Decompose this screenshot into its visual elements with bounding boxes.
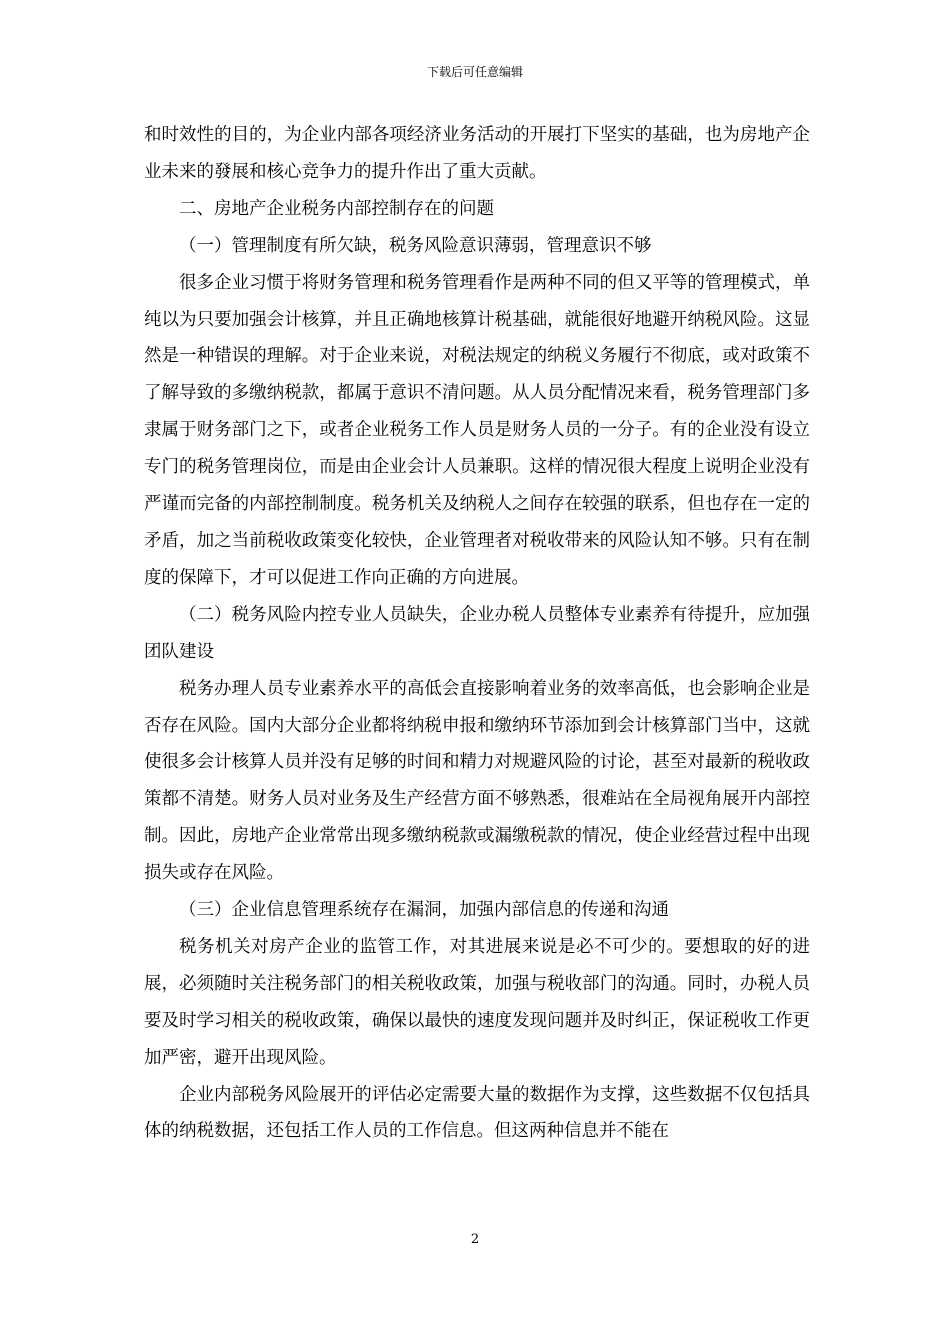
paragraph-continuation: 和时效性的目的，为企业内部各项经济业务活动的开展打下坚实的基础，也为房地产企业未来的發展和核心竞争力的提升作出了重大贡献。 — [144, 125, 810, 182]
page-header: 下载后可任意编辑 — [426, 65, 523, 79]
document-body — [144, 117, 810, 1150]
section-heading: 二、房地产企业税务内部控制存在的问题 — [179, 198, 494, 219]
subsection-heading-3: （三）企业信息管理系统存在漏洞，加强内部信息的传递和沟通 — [179, 900, 669, 921]
subsection-heading-2: （二）税务风险内控专业人员缺失，企业办税人员整体专业素养有待提升，应加强团队建设 — [144, 604, 810, 662]
paragraph: 税务机关对房产企业的监管工作，对其进展来说是必不可少的。要想取的好的进展，必须随时关注税务部门的相关税收政策，加强与税收部门的沟通。同时，办税人员要及时学习相关的税收政策，确保以最快的速度发现问题并及时纠正，保证税收工作更加严密，避开出现风险。 — [144, 936, 810, 1068]
subsection-heading-1: （一）管理制度有所欠缺，税务风险意识薄弱，管理意识不够 — [179, 235, 652, 256]
page-number: 2 — [470, 1232, 480, 1247]
paragraph: 很多企业习惯于将财务管理和税务管理看作是两种不同的但又平等的管理模式，单纯以为只要加强会计核算，并且正确地核算计税基础，就能很好地避开纳税风险。这显然是一种错误的理解。对于企业来说，对税法规定的纳税义务履行不彻底，或对政策不了解导致的多缴纳税款，都属于意识不清问题。从人员分配情况来看，税务管理部门多隶属于财务部门之下，或者企业税务工作人员是财务人员的一分子。有的企业没有设立专门的税务管理岗位，而是由企业会计人员兼职。这样的情况很大程度上说明企业没有严谨而完备的内部控制制度。税务机关及纳税人之间存在较强的联系，但也存在一定的矛盾，加之当前税收政策变化较快，企业管理者对税收带来的风险认知不够。只有在制度的保障下，才可以促进工作向正确的方向进展。 — [144, 272, 810, 588]
paragraph: 税务办理人员专业素养水平的高低会直接影响着业务的效率高低，也会影响企业是否存在风险。国内大部分企业都将纳税申报和缴纳环节添加到会计核算部门当中，这就使很多会计核算人员并没有足够的时间和精力对规避风险的讨论，甚至对最新的税收政策都不清楚。财务人员对业务及生产经营方面不够熟悉，很难站在全局视角展开内部控制。因此，房地产企业常常出现多缴纳税款或漏缴税款的情况，使企业经营过程中出现损失或存在风险。 — [144, 678, 810, 884]
paragraph: 企业内部税务风险展开的评估必定需要大量的数据作为支撑，这些数据不仅包括具体的纳税数据，还包括工作人员的工作信息。但这两种信息并不能在 — [144, 1084, 810, 1142]
